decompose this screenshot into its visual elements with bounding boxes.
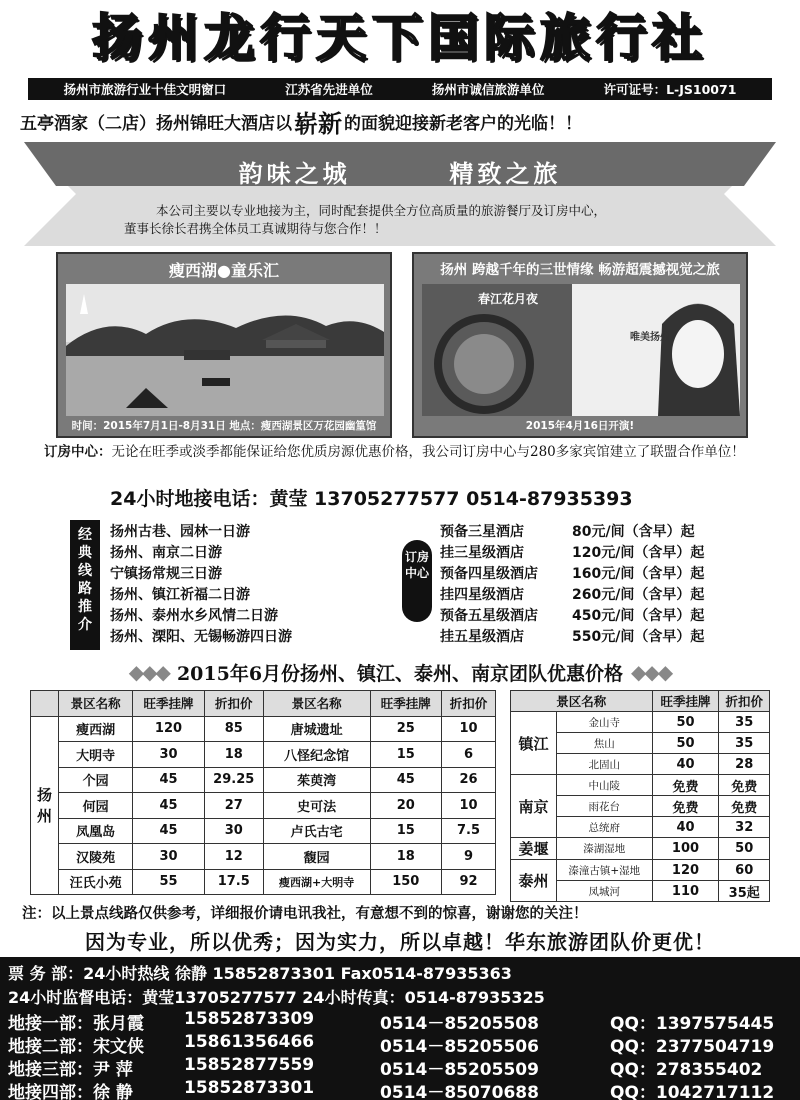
honor-item: 扬州市旅游行业十佳文明窗口 <box>63 82 227 97</box>
contact-block <box>0 957 800 1100</box>
panel-title: 扬州 跨越千年的三世情缘 畅游超震撼视觉之旅 <box>440 262 720 278</box>
contact-qq: QQ：1397575445 <box>610 1014 775 1034</box>
table-cell: 45 <box>133 793 204 819</box>
contact-mobile: 15852873301 <box>184 1078 315 1098</box>
table-cell: 个园 <box>59 767 133 793</box>
column-header: 折扣价 <box>204 691 263 717</box>
table-cell: 35 <box>719 733 770 754</box>
disclaimer-note: 注：以上景点线路仅供参考，详细报价请电讯我社，有意想不到的惊喜，谢谢您的关注！ <box>22 906 588 922</box>
panel-caption: 时间：2015年7月1日-8月31日 地点：瘦西湖景区万花园幽篁馆 <box>71 420 377 432</box>
contact-name: 地接四部：徐 静 <box>8 1083 133 1100</box>
table-cell: 60 <box>719 860 770 881</box>
table-cell: 15 <box>370 742 441 768</box>
route-item: 扬州古巷、园林一日游 <box>110 524 250 540</box>
table-cell: 溱湖湿地 <box>557 838 653 860</box>
table-cell: 100 <box>652 838 719 860</box>
column-header: 景区名称 <box>263 691 370 717</box>
table-cell: 120 <box>652 860 719 881</box>
column-header: 旺季挂牌 <box>133 691 204 717</box>
supervision-line: 24小时监督电话：黄莹13705277577 24小时传真：0514-87935325 <box>8 988 545 1007</box>
yangzhou-price-table <box>30 690 496 895</box>
contact-qq: QQ：1042717112 <box>610 1083 775 1100</box>
table-cell: 免费 <box>652 775 719 796</box>
hotel-row: 挂三星级酒店 120元/间（含早）起 <box>440 545 705 561</box>
table-row <box>31 818 496 844</box>
table-row <box>31 767 496 793</box>
contact-name: 地接一部：张月霞 <box>8 1014 144 1034</box>
table-cell: 大明寺 <box>59 742 133 768</box>
table-cell: 55 <box>133 869 204 895</box>
slogan-text: 韵味之城 精致之旅 <box>238 159 562 188</box>
table-cell: 10 <box>442 716 496 742</box>
table-row <box>511 775 770 796</box>
table-row <box>31 716 496 742</box>
panel-caption: 2015年4月16日开演! <box>525 420 635 432</box>
table-cell: 17.5 <box>204 869 263 895</box>
route-item: 扬州、溧阳、无锡畅游四日游 <box>110 629 292 645</box>
table-cell: 9 <box>442 844 496 870</box>
city-cell: 镇江 <box>511 712 557 775</box>
hotel-row: 挂五星级酒店 550元/间（含早）起 <box>440 629 705 645</box>
table-cell: 120 <box>133 716 204 742</box>
contact-mobile: 15852877559 <box>184 1055 315 1075</box>
table-cell: 40 <box>652 817 719 838</box>
city-cell: 泰州 <box>511 860 557 902</box>
routes-list <box>110 522 292 648</box>
route-item: 宁镇扬常规三日游 <box>110 566 222 582</box>
table-cell: 瘦西湖 <box>59 716 133 742</box>
column-header: 旺季挂牌 <box>652 691 719 712</box>
table-header-row <box>511 691 770 712</box>
table-cell: 溱潼古镇+湿地 <box>557 860 653 881</box>
table-row <box>31 742 496 768</box>
table-row <box>31 793 496 819</box>
contact-name: 地接二部：宋文侠 <box>8 1037 144 1057</box>
table-cell: 总统府 <box>557 817 653 838</box>
booking-center-notice: 订房中心：无论在旺季或淡季都能保证给您优质房源优惠价格，我公司订房中心与280多家宾馆建立了联盟合作单位！ <box>44 444 745 460</box>
panel-title: 瘦西湖●童乐汇 <box>169 261 279 280</box>
table-cell: 馥园 <box>263 844 370 870</box>
motto-text: 因为专业，所以优秀；因为实力，所以卓越！华东旅游团队价更优！ <box>85 930 715 954</box>
routes-label: 经典线路推介 <box>70 520 100 650</box>
table-cell: 茱萸湾 <box>263 767 370 793</box>
diamond-decoration-icon: ◆◆◆ <box>631 660 672 684</box>
table-cell: 凤凰岛 <box>59 818 133 844</box>
table-cell: 卢氏古宅 <box>263 818 370 844</box>
table-cell: 免费 <box>719 775 770 796</box>
regional-price-table <box>510 690 770 902</box>
column-header: 折扣价 <box>719 691 770 712</box>
column-header: 折扣价 <box>442 691 496 717</box>
hotel-center-label: 订房中心 <box>402 540 432 622</box>
promo-panel-slender-west-lake <box>56 252 392 438</box>
honor-item: 江苏省先进单位 <box>285 82 373 97</box>
table-cell: 32 <box>719 817 770 838</box>
table-cell: 免费 <box>719 796 770 817</box>
table-cell: 40 <box>652 754 719 775</box>
contact-tel: 0514－85205506 <box>380 1037 539 1057</box>
table-row <box>511 860 770 881</box>
show-name: 春江花月夜 <box>478 292 539 306</box>
table-cell: 26 <box>442 767 496 793</box>
hotel-row: 预备四星级酒店 160元/间（含早）起 <box>440 566 705 582</box>
diamond-decoration-icon: ◆◆◆ <box>128 660 169 684</box>
company-description: 本公司主要以专业地接为主，同时配套提供全方位高质量的旅游餐厅及订房中心， 董事长徐长君携全体员工真诚期待与您合作！！ <box>124 203 607 236</box>
table-row <box>511 712 770 733</box>
table-cell: 6 <box>442 742 496 768</box>
contact-qq: QQ：278355402 <box>610 1060 763 1080</box>
table-cell: 何园 <box>59 793 133 819</box>
booking-label: 订房中心： <box>44 444 112 460</box>
table-cell: 45 <box>370 767 441 793</box>
table-cell: 八怪纪念馆 <box>263 742 370 768</box>
contact-name: 地接三部：尹 萍 <box>8 1060 133 1080</box>
table-cell: 10 <box>442 793 496 819</box>
column-header: 景区名称 <box>59 691 133 717</box>
department-contact-row <box>8 1078 798 1100</box>
contact-tel: 0514－85070688 <box>380 1083 539 1100</box>
column-header: 景区名称 <box>511 691 653 712</box>
hotel-row: 预备五星级酒店 450元/间（含早）起 <box>440 608 705 624</box>
table-cell: 45 <box>133 818 204 844</box>
hotel-price-list <box>440 522 704 648</box>
route-item: 扬州、南京二日游 <box>110 545 222 561</box>
table-cell: 29.25 <box>204 767 263 793</box>
city-cell: 姜堰 <box>511 838 557 860</box>
honor-item: 扬州市诚信旅游单位 <box>431 82 545 97</box>
lake-photo <box>66 284 384 416</box>
column-header: 旺季挂牌 <box>370 691 441 717</box>
table-row <box>511 838 770 860</box>
promo-panel-spring-river-show <box>412 252 748 438</box>
city-cell: 扬州 <box>31 716 59 895</box>
table-cell: 中山陵 <box>557 775 653 796</box>
table-cell: 15 <box>370 818 441 844</box>
table-cell: 50 <box>719 838 770 860</box>
table-cell: 12 <box>204 844 263 870</box>
table-cell: 92 <box>442 869 496 895</box>
table-cell: 免费 <box>652 796 719 817</box>
price-section-title: ◆◆◆ 2015年6月份扬州、镇江、泰州、南京团队优惠价格 ◆◆◆ <box>128 660 672 685</box>
table-row <box>31 869 496 895</box>
ticket-department-line: 票 务 部：24小时热线 徐静 15852873301 Fax0514-87935363 <box>8 964 512 983</box>
table-cell: 150 <box>370 869 441 895</box>
table-cell: 北固山 <box>557 754 653 775</box>
table-cell: 50 <box>652 712 719 733</box>
table-cell: 30 <box>133 742 204 768</box>
slogan-banner <box>24 140 776 248</box>
show-poster <box>422 284 740 416</box>
table-cell: 18 <box>204 742 263 768</box>
hotel-headline: 五亭酒家（二店）扬州锦旺大酒店以 崭新 的面貌迎接新老客户的光临！！ <box>20 104 790 138</box>
table-cell: 金山寺 <box>557 712 653 733</box>
table-cell: 唐城遗址 <box>263 716 370 742</box>
table-cell: 雨花台 <box>557 796 653 817</box>
show-tagline: 唯美扬州 <box>630 332 670 343</box>
table-cell: 18 <box>370 844 441 870</box>
hotline-text: 24小时地接电话：黄莹 13705277577 0514-87935393 <box>110 488 633 510</box>
table-cell: 30 <box>133 844 204 870</box>
contact-qq: QQ：2377504719 <box>610 1037 775 1057</box>
contact-tel: 0514－85205508 <box>380 1014 539 1034</box>
table-cell: 汪氏小苑 <box>59 869 133 895</box>
table-cell: 27 <box>204 793 263 819</box>
table-cell: 85 <box>204 716 263 742</box>
contact-mobile: 15861356466 <box>184 1032 315 1052</box>
table-cell: 焦山 <box>557 733 653 754</box>
agency-title: 扬州龙行天下国际旅行社 <box>92 8 708 67</box>
hotel-row: 预备三星酒店 80元/间（含早）起 <box>440 524 695 540</box>
table-cell: 25 <box>370 716 441 742</box>
table-cell: 35 <box>719 712 770 733</box>
table-cell: 20 <box>370 793 441 819</box>
honors-bar <box>28 78 772 100</box>
table-cell: 35起 <box>719 881 770 902</box>
table-cell: 史可法 <box>263 793 370 819</box>
table-header-row <box>31 691 496 717</box>
table-cell: 汉陵苑 <box>59 844 133 870</box>
headline-emphasis: 崭新 <box>294 109 342 138</box>
table-cell: 50 <box>652 733 719 754</box>
route-item: 扬州、泰州水乡风情二日游 <box>110 608 278 624</box>
route-item: 扬州、镇江祈福二日游 <box>110 587 250 603</box>
table-cell: 7.5 <box>442 818 496 844</box>
table-cell: 凤城河 <box>557 881 653 902</box>
hotel-row: 挂四星级酒店 260元/间（含早）起 <box>440 587 705 603</box>
table-row <box>31 844 496 870</box>
table-cell: 瘦西湖+大明寺 <box>263 869 370 895</box>
table-cell: 45 <box>133 767 204 793</box>
table-cell: 28 <box>719 754 770 775</box>
table-cell: 110 <box>652 881 719 902</box>
table-cell: 30 <box>204 818 263 844</box>
city-cell: 南京 <box>511 775 557 838</box>
license-number: 许可证号：L-JS10071 <box>603 82 737 97</box>
contact-mobile: 15852873309 <box>184 1009 315 1029</box>
contact-tel: 0514－85205509 <box>380 1060 539 1080</box>
